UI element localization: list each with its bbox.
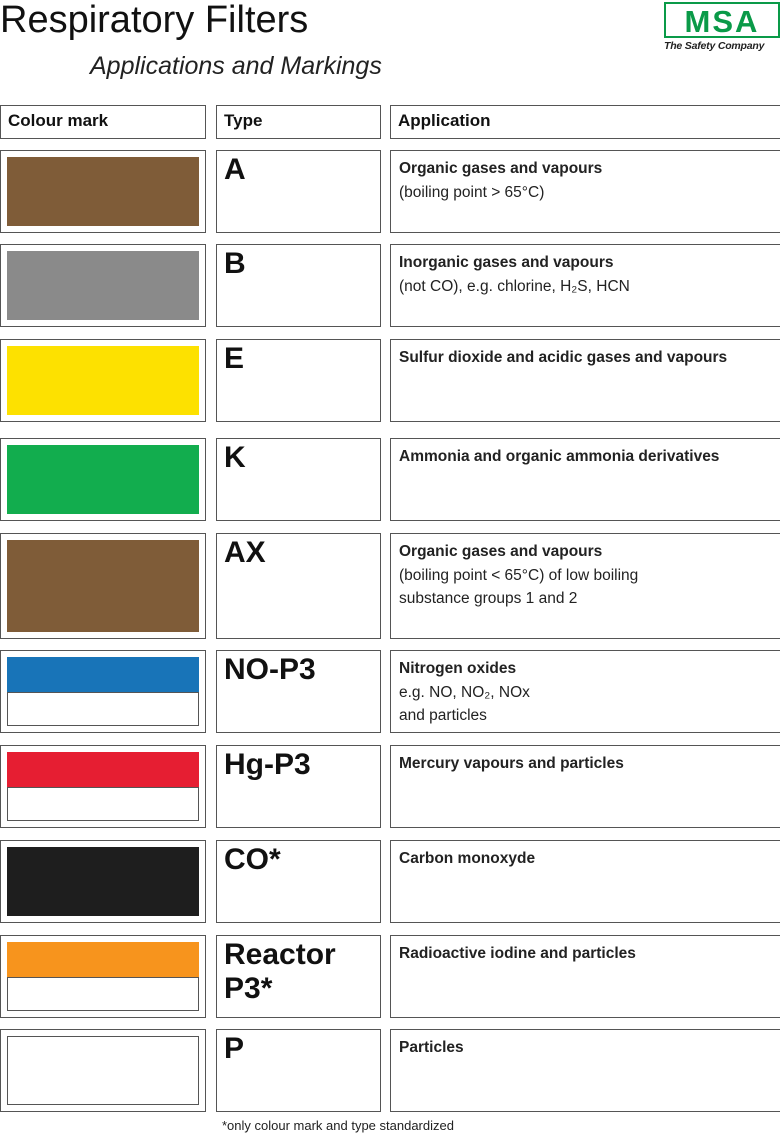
application-e	[399, 346, 776, 370]
application-k	[399, 445, 776, 469]
colour-mark-cell	[0, 650, 206, 733]
colour-mark-cell	[0, 1029, 206, 1112]
filter-type-p: P	[224, 1032, 245, 1065]
colour-swatch-bottom	[7, 692, 199, 726]
application-line: and particles	[399, 707, 487, 724]
colour-mark-co	[7, 847, 199, 916]
colour-mark-e	[7, 346, 199, 415]
application-line: Nitrogen oxides	[399, 660, 517, 677]
colour-swatch-top	[7, 752, 199, 787]
colour-mark-cell	[0, 935, 206, 1018]
application-cell	[390, 745, 780, 828]
type-cell	[216, 533, 381, 639]
header-type: Type	[216, 105, 381, 139]
colour-mark-hg-p3	[7, 752, 199, 821]
application-cell	[390, 840, 780, 923]
colour-mark-cell	[0, 150, 206, 233]
colour-swatch-bottom	[7, 977, 199, 1011]
page-subtitle: Applications and Markings	[90, 52, 382, 80]
page-title: Respiratory Filters	[0, 0, 309, 41]
type-cell	[216, 650, 381, 733]
application-cell	[390, 1029, 780, 1112]
colour-mark-cell	[0, 745, 206, 828]
colour-mark-b	[7, 251, 199, 320]
filter-type-co: CO*	[224, 843, 281, 876]
colour-swatch	[7, 346, 199, 415]
colour-mark-cell	[0, 438, 206, 521]
colour-mark-cell	[0, 840, 206, 923]
filter-type-e: E	[224, 342, 245, 375]
msa-logo-mark: MSA	[664, 2, 780, 38]
colour-swatch	[7, 251, 199, 320]
application-b	[399, 251, 776, 298]
colour-swatch	[7, 540, 199, 632]
colour-mark-a	[7, 157, 199, 226]
colour-swatch	[7, 157, 199, 226]
type-cell	[216, 745, 381, 828]
type-cell	[216, 935, 381, 1018]
header-colour-mark: Colour mark	[0, 105, 206, 139]
application-cell	[390, 438, 780, 521]
colour-swatch	[7, 847, 199, 916]
filter-type-hg-p3: Hg-P3	[224, 748, 311, 781]
application-cell	[390, 339, 780, 422]
application-line: Radioactive iodine and particles	[399, 945, 636, 962]
application-cell	[390, 533, 780, 639]
application-line: Particles	[399, 1039, 464, 1056]
type-cell	[216, 1029, 381, 1112]
colour-swatch-bottom	[7, 787, 199, 821]
application-a	[399, 157, 776, 204]
colour-swatch-top	[7, 942, 199, 977]
type-cell	[216, 339, 381, 422]
colour-swatch-top	[7, 657, 199, 692]
application-reactor-p3	[399, 942, 776, 966]
application-line: Mercury vapours and particles	[399, 755, 624, 772]
filter-type-no-p3: NO-P3	[224, 653, 316, 686]
application-line: Carbon monoxyde	[399, 850, 536, 867]
application-line: Sulfur dioxide and acidic gases and vapours	[399, 349, 728, 366]
type-cell	[216, 438, 381, 521]
colour-mark-p	[7, 1036, 199, 1105]
type-cell	[216, 244, 381, 327]
type-cell	[216, 840, 381, 923]
application-line: Organic gases and vapours	[399, 160, 603, 177]
application-cell	[390, 650, 780, 733]
footnote: *only colour mark and type standardized	[222, 1118, 454, 1133]
application-hg-p3	[399, 752, 776, 776]
filter-type-k: K	[224, 441, 246, 474]
application-line: substance groups 1 and 2	[399, 590, 578, 607]
application-line: Ammonia and organic ammonia derivatives	[399, 448, 720, 465]
msa-logo	[664, 2, 780, 52]
colour-swatch	[7, 1036, 199, 1105]
filter-type-b: B	[224, 247, 246, 280]
colour-mark-cell	[0, 244, 206, 327]
application-line: Organic gases and vapours	[399, 543, 603, 560]
application-co	[399, 847, 776, 871]
colour-mark-cell	[0, 339, 206, 422]
application-p	[399, 1036, 776, 1060]
application-cell	[390, 150, 780, 233]
application-line: (boiling point > 65°C)	[399, 183, 545, 201]
colour-mark-ax	[7, 540, 199, 632]
colour-mark-no-p3	[7, 657, 199, 726]
filter-type-ax: AX	[224, 536, 266, 569]
header-application: Application	[390, 105, 780, 139]
application-ax	[399, 540, 776, 611]
application-cell	[390, 244, 780, 327]
colour-mark-cell	[0, 533, 206, 639]
application-line: (boiling point < 65°C) of low boiling	[399, 566, 639, 584]
colour-mark-k	[7, 445, 199, 514]
msa-logo-tagline: The Safety Company	[664, 40, 765, 52]
application-cell	[390, 935, 780, 1018]
application-no-p3	[399, 657, 776, 728]
application-line: e.g. NO, NO₂, NOx	[399, 683, 530, 701]
application-line: (not CO), e.g. chlorine, H₂S, HCN	[399, 277, 630, 295]
colour-swatch	[7, 445, 199, 514]
colour-mark-reactor-p3	[7, 942, 199, 1011]
type-cell	[216, 150, 381, 233]
filter-type-a: A	[224, 153, 246, 186]
filter-type-reactor-p3: Reactor P3*	[224, 938, 336, 1005]
application-line: Inorganic gases and vapours	[399, 254, 614, 271]
